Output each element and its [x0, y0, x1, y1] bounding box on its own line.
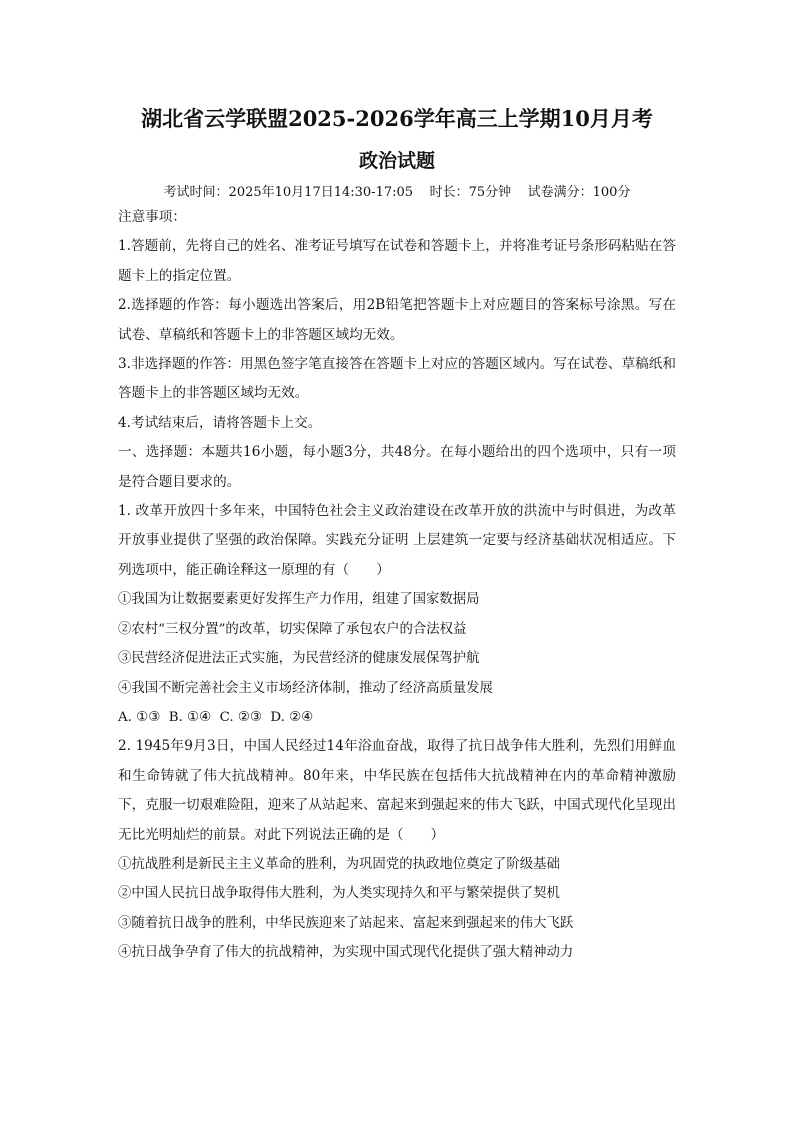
question-stem: 2. 1945年9月3日，中国人民经过14年浴血奋战，取得了抗日战争伟大胜利，先烈们用鲜血和生命铸就了伟大抗战精神。80年来，中华民族在包括伟大抗战精神在内的革命精神激励下，克服一切艰难险阻，迎来了从站起来、富起来到强起来的伟大飞跃，中国式现代化呈现出无比光明灿烂的前景。对此下列说法正确的是（ ） — [118, 738, 676, 843]
exam-info: 考试时间：2025年10月17日14:30-17:05 时长：75分钟 试卷满分：100分 — [163, 185, 631, 200]
question-stem: 1. 改革开放四十多年来，中国特色社会主义政治建设在改革开放的洪流中与时俱进，为改革开放事业提供了坚强的政治保障。实践充分证明 上层建筑一定要与经济基础状况相适应。下列选项中，能正确诠释这一原理的有（ ） — [118, 503, 676, 578]
notice-item: 2.选择题的作答：每小题选出答案后，用2B铅笔把答题卡上对应题目的答案标号涂黑。写在试卷、草稿纸和答题卡上的非答题区域均无效。 — [118, 297, 676, 343]
question-2 — [118, 732, 676, 967]
question-option: ②农村“三权分置”的改革，切实保障了承包农户的合法权益 — [118, 621, 467, 637]
notice-item: 3.非选择题的作答：用黑色签字笔直接答在答题卡上对应的答题区域内。写在试卷、草稿纸和答题卡上的非答题区域均无效。 — [118, 356, 676, 402]
notice-item: 1.答题前，先将自己的姓名、准考证号填写在试卷和答题卡上，并将准考证号条形码粘贴在答题卡上的指定位置。 — [118, 238, 676, 284]
question-option: ④我国不断完善社会主义市场经济体制，推动了经济高质量发展 — [118, 680, 493, 696]
section-heading: 一、选择题：本题共16小题，每小题3分，共48分。在每小题给出的四个选项中，只有一项是符合题目要求的。 — [118, 444, 676, 490]
question-option: ①抗战胜利是新民主主义革命的胜利，为巩固党的执政地位奠定了阶级基础 — [118, 856, 560, 872]
question-option: ④抗日战争孕育了伟大的抗战精神，为实现中国式现代化提供了强大精神动力 — [118, 945, 574, 961]
question-option: ②中国人民抗日战争取得伟大胜利，为人类实现持久和平与繁荣提供了契机 — [118, 886, 560, 902]
question-1 — [118, 497, 676, 732]
notice-item: 4.考试结束后，请将答题卡上交。 — [118, 414, 322, 431]
answer-choices: A. ①③ B. ①④ C. ②③ D. ②④ — [118, 709, 314, 725]
notice-heading: 注意事项： — [118, 209, 186, 225]
question-option: ③随着抗日战争的胜利，中华民族迎来了站起来、富起来到强起来的伟大飞跃 — [118, 915, 574, 931]
question-option: ③民营经济促进法正式实施，为民营经济的健康发展保驾护航 — [118, 651, 480, 667]
question-option: ①我国为让数据要素更好发挥生产力作用，组建了国家数据局 — [118, 592, 480, 608]
notice-section — [118, 203, 676, 438]
exam-subtitle: 政治试题 — [358, 150, 435, 172]
exam-title: 湖北省云学联盟2025-2026学年高三上学期10月月考 — [141, 106, 653, 131]
